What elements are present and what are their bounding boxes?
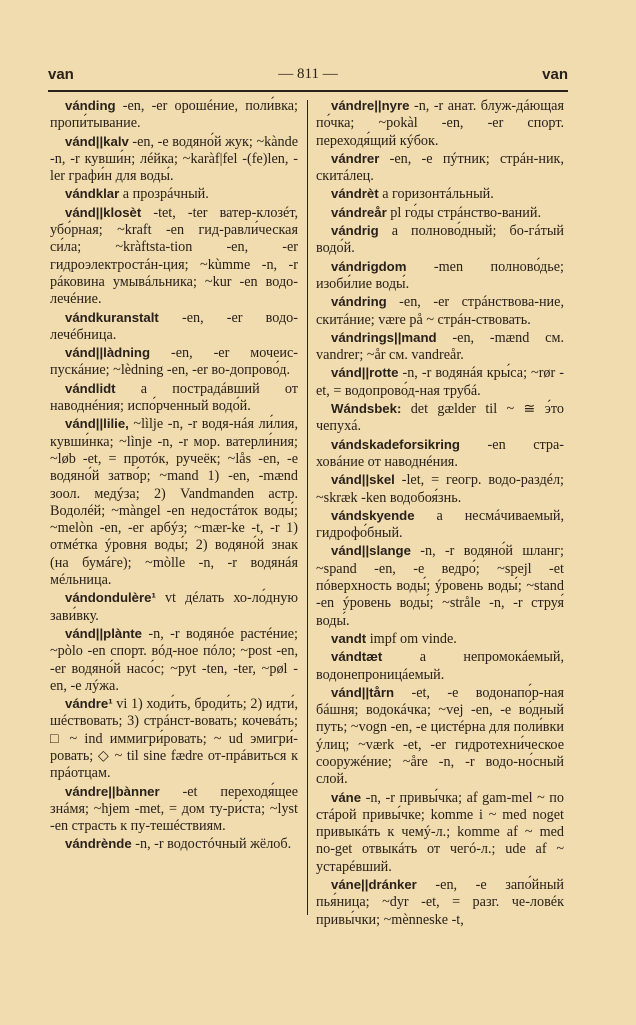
entry-headword: vándrigdom <box>331 258 407 274</box>
entry-definition: -en, -e запо́йный пья́ница; ~dyr -et, = разг. че-ловéк привы́чки; ~mènneske -t, <box>316 877 564 928</box>
dictionary-entry <box>50 97 298 133</box>
entry-definition: det gælder til ~ ≅ э́то чепухá. <box>316 401 564 435</box>
page-header <box>48 66 568 88</box>
dictionary-entry <box>316 150 564 186</box>
entry-headword: vándrer <box>331 150 380 166</box>
dictionary-entry <box>50 695 298 782</box>
entry-headword: vánd||klosèt <box>65 204 142 220</box>
dictionary-entry <box>316 630 564 648</box>
entry-definition: -en, -e пýтник; стрáн-ник, скитáлец. <box>316 150 564 185</box>
entry-definition: -en, -e водяно́й жук; ~kànde -n, -r кувши́н; лéйка; ~karàf|fel -(fe)len, -ler графи́н для воды́. <box>50 133 298 185</box>
entry-headword: vándrènde <box>65 836 132 852</box>
entry-headword: vánd||slange <box>331 543 411 559</box>
entry-definition: vt дéлать хо-ло́дную зави́вку. <box>50 590 298 624</box>
dictionary-entry <box>316 329 564 365</box>
entry-headword: vánd||tårn <box>331 684 395 700</box>
entry-headword: vándrèt <box>331 186 379 202</box>
dictionary-entry <box>316 258 564 294</box>
guide-word-right: van <box>542 66 568 83</box>
entry-definition: pl го́ды стрáнство-ваний. <box>386 204 542 221</box>
dictionary-entry <box>50 589 298 625</box>
column-divider <box>307 100 308 915</box>
entry-definition: -en, -er стрáнствова-ние, скитáние; være på ~ стрáн-ствовать. <box>316 294 564 328</box>
entry-definition: -et, -e водонапо́р-ная бáшня; водокáчка; ~vej -en, -e во́дный путь; ~vogn -en, -e цистéрна для поли́вки ýлиц; ~værk -et, -er гидротехни́ческое сооружéние; ~åre -n, -r водо-но́сный слой. <box>316 684 564 788</box>
entry-headword: vándrings||mand <box>331 329 437 345</box>
entry-headword: vándre¹ <box>65 696 113 712</box>
entry-headword: vándkuranstalt <box>65 309 159 325</box>
entry-definition: -en, -mænd см. vandrer; ~år см. vandreår. <box>316 329 564 364</box>
entry-definition: a полново́дный; бо-гáтый водо́й. <box>316 223 564 257</box>
dictionary-entry <box>316 364 564 400</box>
dictionary-entry <box>50 783 298 836</box>
dictionary-entry <box>50 625 298 695</box>
entry-definition: -en, -er орошéние, поли́вка; пропи́тывание. <box>50 98 298 132</box>
dictionary-entry <box>50 185 298 203</box>
entry-definition: -let, = геогр. водо-раздéл; ~skræk -ken водобоя́знь. <box>316 472 564 506</box>
entry-definition: -men полново́дье; изоби́лие воды́. <box>316 258 564 292</box>
entry-definition: -n, -r привы́чка; af gam-mel ~ по стáрой привы́чке; komme i ~ med noget привыкáть к чемý-л.; komme af ~ med no-get отвыкáть от чегó-л.; ude af ~ устарéвший. <box>316 789 564 875</box>
dictionary-entry <box>50 133 298 186</box>
right-column <box>316 97 564 929</box>
dictionary-entry <box>316 185 564 203</box>
entry-definition: a горизонтáльный. <box>378 186 494 203</box>
dictionary-entry <box>316 471 564 507</box>
dictionary-entry <box>50 204 298 309</box>
dictionary-entry <box>316 293 564 329</box>
dictionary-entry <box>50 344 298 380</box>
dictionary-entry <box>316 542 564 629</box>
entry-definition: ~lìlje -n, -r водя-нáя ли́лия, кувши́нка; ~lìnje -n, -r мор. ватерли́ния; ~løb -et, = протóк, ручеёк; ~lås -en, -e водяно́й затво́р; ~mand 1) -en, -mænd зоол. медýза; 2) Vandmanden астр. Водолéй; ~màngel -en недостáток воды́; ~melòn -en, -er арбýз; ~mær-ke -t, -r 1) отмéтка ýровня воды́; 2) водяно́й знак (на бумáге); ~mòlle -n, -r водянáя мéльница. <box>50 416 298 589</box>
entry-definition: vi 1) ходи́ть, броди́ть; 2) идти́, шéствовать; 3) стрáнст-вовать; кочевáть; □ ~ ind иммигри́ровать; ~ ud эмигри́-ровать; ◇ ~ til sine fædre от-прáвиться к прáотцам. <box>50 696 298 782</box>
entry-headword: vándlidt <box>65 380 116 396</box>
entry-headword: vándskyende <box>331 507 415 523</box>
dictionary-entry <box>316 507 564 543</box>
header-rule <box>48 90 568 92</box>
entry-headword: vánd||kalv <box>65 133 129 149</box>
entry-definition: a прозрáчный. <box>119 186 209 203</box>
entry-headword: vánd||rotte <box>331 365 399 381</box>
entry-headword: vándring <box>331 294 387 310</box>
entry-definition: -en, -er мочеис-пускáние; ~lèdning -en, -er во-допрово́д. <box>50 345 298 379</box>
entry-headword: vánd||lilie, <box>65 416 129 432</box>
entry-headword: Wándsbek: <box>331 401 402 417</box>
entry-definition: a непромокáемый, водонепроницáемый. <box>316 649 564 683</box>
entry-headword: vándskadeforsikring <box>331 436 460 452</box>
dictionary-entry <box>316 436 564 472</box>
dictionary-entry <box>316 222 564 258</box>
entry-definition: impf om vinde. <box>366 630 457 647</box>
entry-headword: vánd||skel <box>331 472 395 488</box>
entry-headword: vándre||bànner <box>65 783 160 799</box>
entry-definition: -en стра-ховáние от наводнéния. <box>316 436 564 470</box>
entry-headword: vándtæt <box>331 649 383 665</box>
dictionary-entry <box>316 648 564 684</box>
dictionary-entry <box>50 380 298 416</box>
entry-definition: -n, -r анат. блуж-дáющая по́чка; ~pokàl -en, -er спорт. переходя́щий кýбок. <box>316 98 564 149</box>
entry-definition: a пострадáвший от наводнéния; испо́рченный водо́й. <box>50 380 298 415</box>
entry-headword: váne||dránker <box>331 877 417 893</box>
entry-headword: vánding <box>65 98 116 113</box>
page-number: — 811 — <box>278 66 338 82</box>
entry-definition: -n, -r водянáя кры́са; ~rør -et, = водопрово́д-ная трубá. <box>316 365 564 399</box>
dictionary-entry <box>316 400 564 436</box>
entry-definition: -tet, -ter ватер-клозéт, убо́рная; ~kraft -en гид-равли́ческая си́ла; ~kràftsta-tion -en, -er гидроэлектростáн-ция; ~kùmme -n, -r рáковина умывáльника; ~kur -en водо-лечéние. <box>50 204 298 308</box>
entry-headword: vándondulère¹ <box>65 590 156 606</box>
entry-definition: -en, -er водо-лечéбница. <box>50 309 298 343</box>
entry-definition: -n, -r водянóе растéние; ~pòlo -en спорт. вóд-ное пóло; ~post -en, -er водяно́й насо́с; ~pyt -ten, -ter, ~pøl -en, -e лýжа. <box>50 625 298 694</box>
entry-headword: vánd||plànte <box>65 625 142 641</box>
guide-word-left: van <box>48 66 74 83</box>
dictionary-entry <box>316 204 564 222</box>
entry-headword: vándre||nyre <box>331 98 410 113</box>
dictionary-entry <box>316 684 564 789</box>
dictionary-entry <box>316 876 564 929</box>
entry-definition: a несмáчиваемый, гидрофо́бный. <box>316 507 564 542</box>
entry-headword: vándrig <box>331 223 379 239</box>
entry-definition: -n, -r водяно́й шланг; ~spand -en, -e ведро́; ~spejl -et пóверхность воды́; ýровень воды́; ~stand -en ýровень воды́; ~stråle -n, -r струя́ воды́. <box>316 543 564 629</box>
left-column <box>50 97 298 854</box>
dictionary-entry <box>316 789 564 876</box>
dictionary-entry <box>316 97 564 150</box>
entry-headword: vandt <box>331 630 367 646</box>
entry-headword: vándklar <box>65 186 120 202</box>
dictionary-entry <box>50 835 298 853</box>
entry-definition: -et переходя́щее знáмя; ~hjem -met, = дом ту-ри́ста; ~lyst -en страсть к пу-тешéствиям. <box>50 783 298 835</box>
entry-headword: vándreår <box>331 204 387 220</box>
entry-headword: váne <box>331 789 362 805</box>
entry-definition: -n, -r водостóчный жёлоб. <box>131 836 292 853</box>
dictionary-entry <box>50 309 298 345</box>
entry-headword: vánd||làdning <box>65 345 151 361</box>
dictionary-entry <box>50 415 298 589</box>
